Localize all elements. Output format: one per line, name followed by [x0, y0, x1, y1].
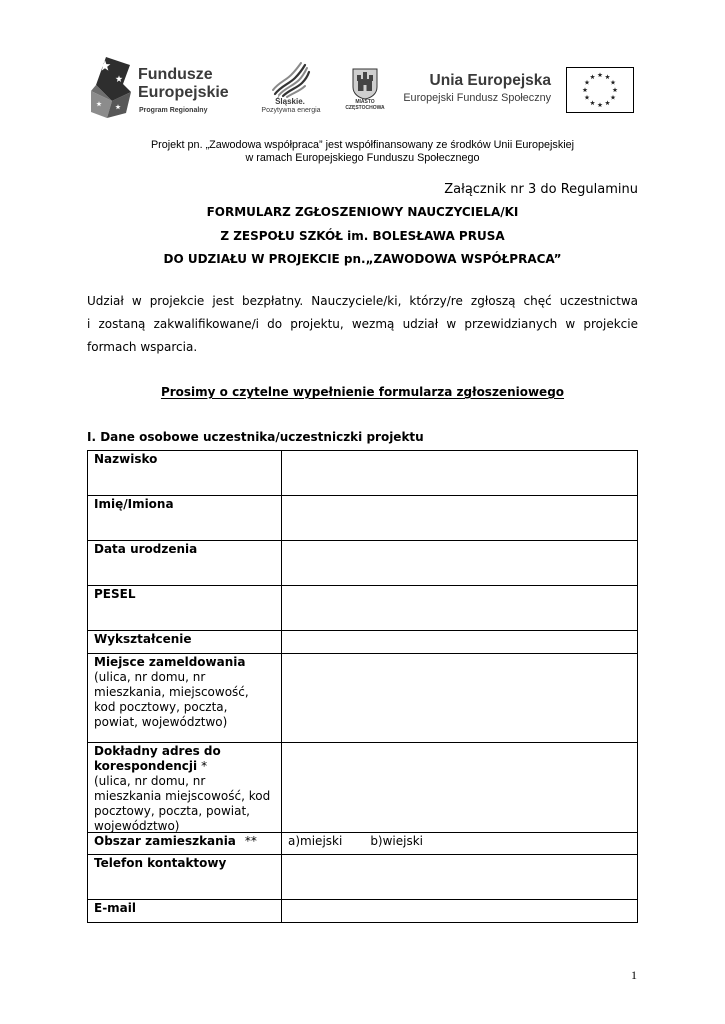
residence-area-options — [282, 833, 637, 854]
personal-data-table — [87, 450, 638, 923]
email-value — [282, 900, 637, 922]
slaskie-swirl-icon — [271, 62, 311, 98]
option-urban: a)miejski — [288, 834, 343, 848]
fe-emblem-icon — [90, 56, 132, 119]
ue-logo-line2: Europejski Fundusz Społeczny — [403, 92, 551, 104]
birth-date-value — [282, 541, 637, 585]
intro-line1: Udział w projekcie jest bezpłatny. Nauczyciele/ki, którzy/re zgłoszą chęć uczestnictwa — [87, 294, 638, 308]
slaskie-logo-line2: Pozytywna energia — [261, 107, 321, 114]
correspondence-address-value — [282, 743, 637, 832]
residence-area-label-cell — [88, 833, 282, 854]
correspondence-address-hint: województwo) — [94, 819, 180, 833]
phone-value — [282, 855, 637, 899]
form-title-line3: DO UDZIAŁU W PROJEKCIE pn.„ZAWODOWA WSPÓŁPRACA” — [163, 252, 562, 266]
pesel-row — [87, 585, 638, 630]
registered-address-hint: mieszkania, miejscowość, — [94, 685, 249, 699]
phone-label-cell — [88, 855, 282, 899]
registered-address-label: Miejsce zameldowania — [94, 655, 246, 669]
education-value — [282, 631, 637, 653]
birth-date-label: Data urodzenia — [94, 542, 198, 556]
footnote-marker: * — [201, 759, 208, 773]
cofinancing-line2: w ramach Europejskiego Funduszu Społecznego — [245, 152, 480, 164]
first-names-label: Imię/Imiona — [94, 497, 174, 511]
email-label-cell — [88, 900, 282, 922]
czestochowa-crest-icon — [352, 68, 378, 100]
fill-instruction — [87, 384, 638, 400]
correspondence-address-hint: pocztowy, poczta, powiat, — [94, 804, 250, 818]
correspondence-address-label: Dokładny adres do korespondencji — [94, 744, 221, 773]
intro-line3: formach wsparcia. — [87, 340, 198, 354]
option-rural: b)wiejski — [370, 834, 424, 848]
education-label-cell — [88, 631, 282, 653]
first-names-label-cell — [88, 496, 282, 540]
fe-logo-line1: Fundusze — [138, 66, 213, 83]
surname-label: Nazwisko — [94, 452, 158, 466]
surname-row — [87, 450, 638, 495]
footnote-marker: ** — [244, 834, 257, 848]
pesel-label-cell — [88, 586, 282, 630]
correspondence-address-label-cell — [88, 743, 282, 832]
registered-address-row — [87, 653, 638, 742]
birth-date-label-cell — [88, 541, 282, 585]
education-row — [87, 630, 638, 653]
phone-label: Telefon kontaktowy — [94, 856, 227, 870]
registered-address-label-cell — [88, 654, 282, 742]
residence-area-label: Obszar zamieszkania — [94, 834, 236, 848]
fe-logo-line2: Europejskie — [138, 84, 229, 101]
email-label: E-mail — [94, 901, 137, 915]
first-names-value — [282, 496, 637, 540]
annex-label: Załącznik nr 3 do Regulaminu — [444, 182, 638, 197]
email-row — [87, 899, 638, 923]
czestochowa-logo-line2: CZĘSTOCHOWA — [345, 105, 385, 111]
residence-area-row — [87, 832, 638, 854]
pesel-label: PESEL — [94, 587, 136, 601]
form-title — [87, 201, 638, 272]
correspondence-address-row — [87, 742, 638, 832]
pesel-value — [282, 586, 637, 630]
form-title-line2: Z ZESPOŁU SZKÓŁ im. BOLESŁAWA PRUSA — [220, 228, 505, 243]
fe-logo-line3: Program Regionalny — [139, 107, 208, 114]
cofinancing-line1: Projekt pn. „Zawodowa współpraca” jest współfinansowany ze środków Unii Europejskiej — [150, 139, 575, 151]
intro-line2: i zostaną zakwalifikowane/i do projektu, wezmą udział w przewidzianych w projekcie — [87, 317, 638, 331]
birth-date-row — [87, 540, 638, 585]
surname-value — [282, 451, 637, 495]
intro-paragraph — [87, 290, 638, 359]
registered-address-hint: (ulica, nr domu, nr — [94, 670, 206, 684]
correspondence-address-hint: mieszkania miejscowość, kod — [94, 789, 271, 803]
ue-logo-line1: Unia Europejska — [429, 72, 551, 89]
first-names-row — [87, 495, 638, 540]
eu-flag-icon — [566, 67, 634, 113]
registered-address-hint: kod pocztowy, poczta, — [94, 700, 228, 714]
surname-label-cell — [88, 451, 282, 495]
section-heading: I. Dane osobowe uczestnika/uczestniczki projektu — [87, 430, 424, 444]
education-label: Wykształcenie — [94, 632, 192, 646]
correspondence-address-hint: (ulica, nr domu, nr — [94, 774, 206, 788]
slaskie-logo-line1: Śląskie. — [275, 97, 305, 106]
fill-instruction-text: Prosimy o czytelne wypełnienie formularza zgłoszeniowego — [160, 385, 565, 399]
form-title-line1: FORMULARZ ZGŁOSZENIOWY NAUCZYCIELA/KI — [206, 205, 519, 219]
phone-row — [87, 854, 638, 899]
page-number: 1 — [631, 968, 637, 982]
registered-address-value — [282, 654, 637, 742]
czestochowa-logo-line1: MIASTO — [355, 99, 375, 105]
registered-address-hint: powiat, województwo) — [94, 715, 228, 729]
